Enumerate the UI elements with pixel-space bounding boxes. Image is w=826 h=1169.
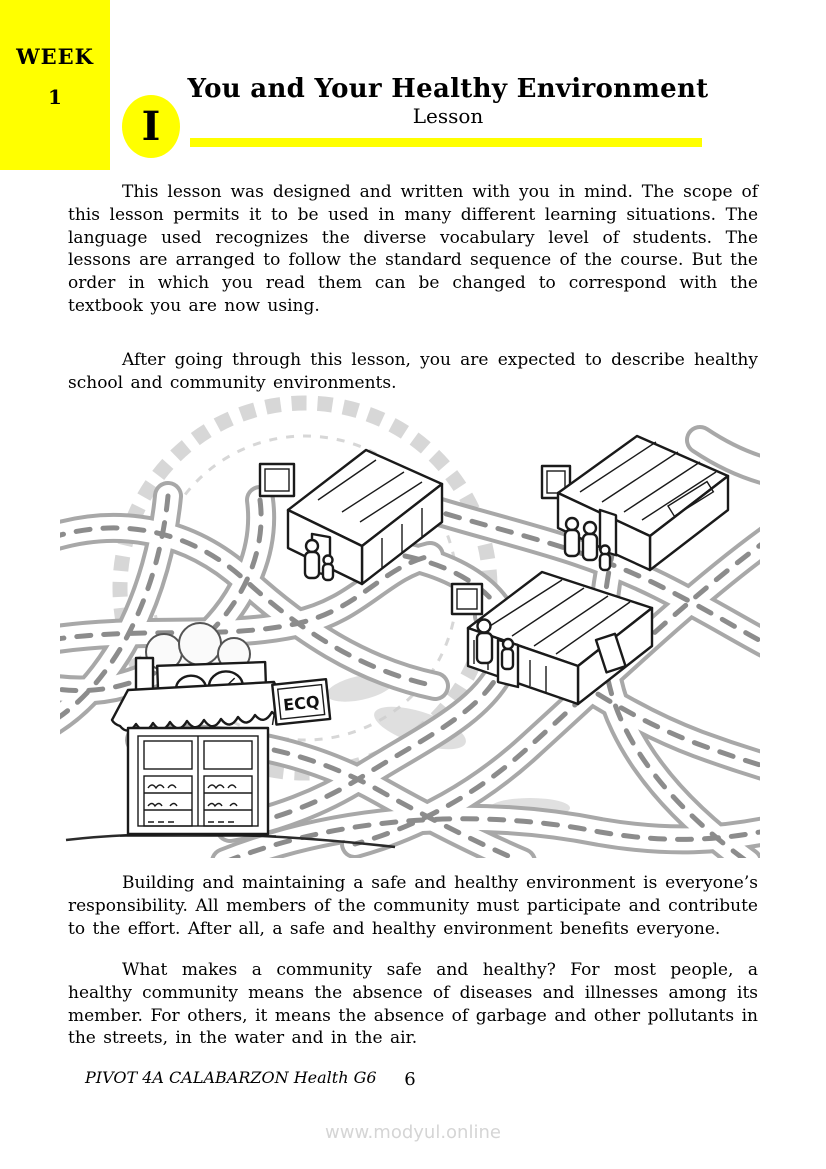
paragraph-objective: After going through this lesson, you are expected to describe healthy school and community environments. <box>68 350 758 393</box>
week-number: 1 <box>48 85 62 109</box>
paragraph-what-makes: What makes a community safe and healthy? For most people, a healthy community means the absence of diseases and illnesses among its member. For others, it means the absence of garbage and other pollutants in the streets, in the water and in the air. <box>68 960 758 1049</box>
lesson-subtitle: Lesson <box>412 104 484 128</box>
ecq-sign <box>268 679 330 725</box>
footer-book-label: PIVOT 4A CALABARZON Health G6 <box>85 1068 377 1087</box>
footer-page-number: 6 <box>404 1069 416 1090</box>
week-label: WEEK <box>16 44 94 69</box>
store <box>112 623 288 836</box>
community-map-illustration <box>60 388 760 858</box>
title-underline <box>190 138 702 147</box>
paragraph-responsibility: Building and maintaining a safe and healthy environment is everyone’s responsibility. All members of the community must participate and contribute to the effort. After all, a safe and healthy environment benefits everyone. <box>68 873 758 939</box>
site-watermark: www.modyul.online <box>325 1122 501 1143</box>
paragraph-intro: This lesson was designed and written with you in mind. The scope of this lesson permits it to be used in many different learning situations. The language used recognizes the diverse vocabulary level of students. The lessons are arranged to follow the standard sequence of the course. But the order in which you read them can be changed to correspond with the textbook you are now using. <box>68 182 758 316</box>
page-title: You and Your Healthy Environment <box>187 74 709 104</box>
lesson-number-badge: I <box>122 95 180 158</box>
ecq-sign-text: ECQ <box>282 692 321 715</box>
